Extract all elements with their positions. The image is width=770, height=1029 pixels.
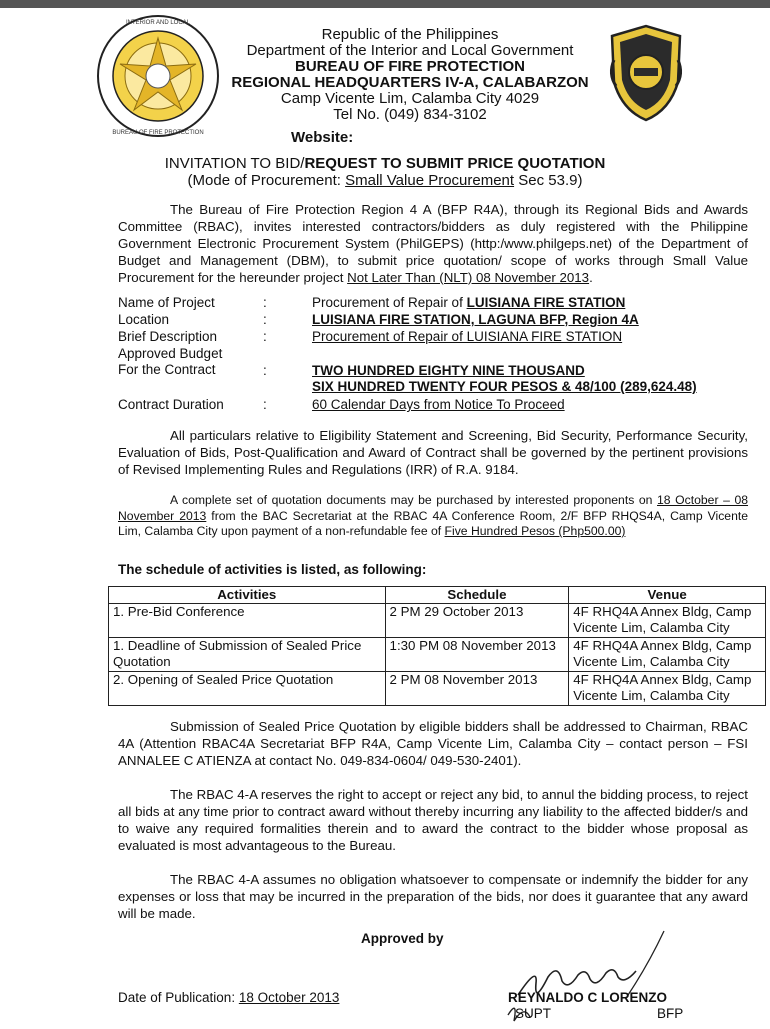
department-line: Department of the Interior and Local Government bbox=[246, 42, 574, 59]
obligation-paragraph: The RBAC 4-A assumes no obligation whatsoever to compensate or indemnify the bidder for any expenses or loss that may be incurred in the preparation of the bids, nor does it guarantee that any award will be made. bbox=[118, 872, 748, 921]
page-title bbox=[0, 155, 770, 173]
schedule-cell: 2 PM 08 November 2013 bbox=[385, 672, 569, 706]
signatory-name: REYNALDO C LORENZO bbox=[508, 990, 668, 1005]
project-name: LUISIANA FIRE STATION bbox=[466, 295, 626, 310]
approved-by-label: Approved by bbox=[361, 931, 444, 946]
svg-text:INTERIOR AND LOCAL: INTERIOR AND LOCAL bbox=[125, 20, 191, 26]
purchase-period: 18 October – 08 November 2013 bbox=[118, 493, 749, 523]
documents-paragraph: A complete set of quotation documents may be purchased by interested proponents on 18 October – 08 November 2013 from the BAC Secretariat at the RBAC 4A Conference Room, 2/F BFP RHQS4A, Camp Vicente Lim, Calamba City upon payment of a non-refundable fee of Five Hundred Pesos (Php500.00) bbox=[118, 493, 749, 538]
particulars-paragraph: All particulars relative to Eligibility Statement and Screening, Bid Security, Performance Security, Evaluation of Bids, Post-Qualification and Award of Contract shall be governed by the pertinent provisions of Revised Implementing Rules and Regulations (IRR) of R.A. 9184. bbox=[118, 428, 748, 477]
venue-cell: 4F RHQ4A Annex Bldg, Camp Vicente Lim, Calamba City bbox=[569, 638, 766, 672]
mode-value: Small Value Procurement bbox=[345, 172, 515, 189]
reserves-paragraph: The RBAC 4-A reserves the right to accept or reject any bid, to annul the bidding process, to reject all bids at any time prior to contract award without thereby incurring any liability to the affected bidder/s and to waive any required formalities therein and to award the contract to the bidder whose proposal as evaluated is most advantageous to the Bureau. bbox=[118, 787, 748, 853]
signature bbox=[478, 925, 678, 1024]
address-line: Camp Vicente Lim, Calamba City 4029 bbox=[280, 90, 540, 107]
letterhead bbox=[210, 27, 610, 123]
budget-amount: TWO HUNDRED EIGHTY NINE THOUSAND SIX HUNDRED TWENTY FOUR PESOS & 48/100 (289,624.48) bbox=[312, 363, 697, 394]
signatory-unit: BFP bbox=[657, 1006, 684, 1021]
mode-of-procurement: (Mode of Procurement: Small Value Procurement Sec 53.9) bbox=[187, 172, 583, 189]
contract-duration-value: 60 Calendar Days from Notice To Proceed bbox=[312, 397, 565, 412]
schedule-cell: 2 PM 29 October 2013 bbox=[385, 604, 569, 638]
header-activities: Activities bbox=[109, 587, 386, 604]
republic-line: Republic of the Philippines bbox=[321, 26, 499, 43]
schedule-header-row bbox=[109, 587, 766, 604]
activity-cell: 1. Pre-Bid Conference bbox=[109, 604, 386, 638]
table-row bbox=[109, 604, 766, 638]
venue-cell: 4F RHQ4A Annex Bldg, Camp Vicente Lim, Calamba City bbox=[569, 672, 766, 706]
dilg-bfp-seal bbox=[96, 14, 220, 138]
regional-hq-line: REGIONAL HEADQUARTERS IV-A, CALABARZON bbox=[231, 74, 589, 91]
schedule-table bbox=[108, 586, 766, 706]
venue-cell: 4F RHQ4A Annex Bldg, Camp Vicente Lim, Calamba City bbox=[569, 604, 766, 638]
svg-text:BUREAU OF FIRE PROTECTION: BUREAU OF FIRE PROTECTION bbox=[112, 130, 204, 136]
title-part2: REQUEST TO SUBMIT PRICE QUOTATION bbox=[304, 155, 606, 172]
activity-cell: 2. Opening of Sealed Price Quotation bbox=[109, 672, 386, 706]
intro-paragraph: The Bureau of Fire Protection Region 4 A (BFP R4A), through its Regional Bids and Awards Committee (RBAC), invites interested contractors/bidders as duly registered with the Philippine Government Electronic Procurement System (PhilGEPS) (http:/www.philgeps.net) of the Department of Budget and Management (DBM), to submit price quotation/ scope of works through Small Value Procurement for the hereunder project Not Later Than (NLT) 08 November 2013. bbox=[118, 202, 748, 285]
header-schedule: Schedule bbox=[385, 587, 569, 604]
publication-date-line: Date of Publication: 18 October 2013 bbox=[118, 990, 340, 1005]
schedule-cell: 1:30 PM 08 November 2013 bbox=[385, 638, 569, 672]
bureau-line: BUREAU OF FIRE PROTECTION bbox=[294, 58, 525, 75]
title-part1: INVITATION TO BID/ bbox=[164, 155, 305, 172]
scan-top-border bbox=[0, 0, 770, 8]
publication-date: 18 October 2013 bbox=[238, 990, 340, 1005]
telephone-line: Tel No. (049) 834-3102 bbox=[333, 106, 487, 123]
brief-description-value: Procurement of Repair of LUISIANA FIRE STATION bbox=[312, 329, 623, 344]
submission-paragraph: Submission of Sealed Price Quotation by eligible bidders shall be addressed to Chairman, RBAC 4A (Attention RBAC4A Secretariat BFP R4A, Camp Vicente Lim, Calamba City – contact person – FSI ANNALEE C ATIENZA at contact No. 049-834-0604/ 049-530-2401). bbox=[118, 719, 748, 768]
table-row bbox=[109, 638, 766, 672]
signatory-rank: SUPT bbox=[515, 1006, 552, 1021]
schedule-intro: The schedule of activities is listed, as following: bbox=[118, 562, 427, 577]
bfp-badge-logo bbox=[606, 24, 686, 124]
website-label: Website: bbox=[291, 129, 354, 146]
activity-cell: 1. Deadline of Submission of Sealed Price Quotation bbox=[109, 638, 386, 672]
approved-budget-row: Approved Budget For the Contract : TWO HUNDRED EIGHTY NINE THOUSAND SIX HUNDRED TWENTY FOUR PESOS & 48/100 (289,624.48) bbox=[118, 346, 758, 380]
header-venue: Venue bbox=[569, 587, 766, 604]
submission-deadline: Not Later Than (NLT) 08 November 2013 bbox=[347, 270, 590, 285]
location-value: LUISIANA FIRE STATION, LAGUNA BFP, Region 4A bbox=[312, 312, 639, 327]
table-row bbox=[109, 672, 766, 706]
document-fee: Five Hundred Pesos (Php500.00) bbox=[444, 524, 626, 538]
